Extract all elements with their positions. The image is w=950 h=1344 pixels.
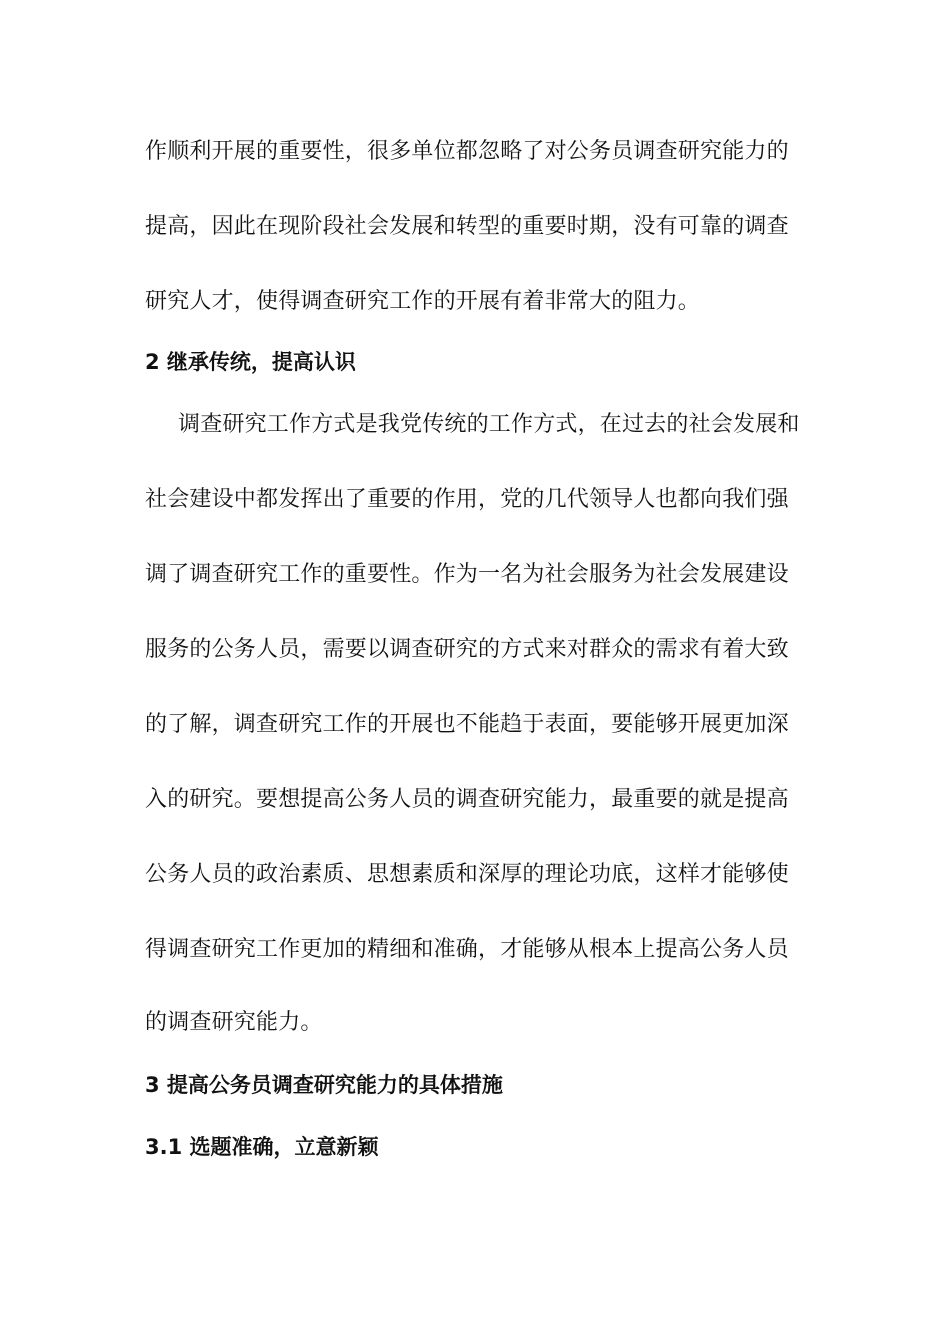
paragraph-2-line-4: 服务的公务人员，需要以调查研究的方式来对群众的需求有着大致 xyxy=(145,637,789,662)
paragraph-2-line-8: 得调查研究工作更加的精细和准确，才能够从根本上提高公务人员 xyxy=(145,937,789,962)
paragraph-2-line-5: 的了解，调查研究工作的开展也不能趋于表面，要能够开展更加深 xyxy=(145,712,789,737)
paragraph-2-line-3: 调了调查研究工作的重要性。作为一名为社会服务为社会发展建设 xyxy=(145,562,789,587)
paragraph-2-line-1: 调查研究工作方式是我党传统的工作方式，在过去的社会发展和 xyxy=(178,412,800,437)
paragraph-1-line-2: 提高，因此在现阶段社会发展和转型的重要时期，没有可靠的调查 xyxy=(145,214,789,239)
section-heading-3: 3 提高公务员调查研究能力的具体措施 xyxy=(145,1073,503,1097)
paragraph-1-line-3: 研究人才，使得调查研究工作的开展有着非常大的阻力。 xyxy=(145,289,701,314)
paragraph-2-line-6: 入的研究。要想提高公务人员的调查研究能力，最重要的就是提高 xyxy=(145,787,789,812)
paragraph-2-line-2: 社会建设中都发挥出了重要的作用，党的几代领导人也都向我们强 xyxy=(145,487,789,512)
subsection-heading-3-1: 3.1 选题准确，立意新颖 xyxy=(145,1135,379,1159)
paragraph-1-line-1: 作顺利开展的重要性，很多单位都忽略了对公务员调查研究能力的 xyxy=(145,139,789,164)
paragraph-2-line-9: 的调查研究能力。 xyxy=(145,1010,323,1035)
section-heading-2: 2 继承传统，提高认识 xyxy=(145,350,356,374)
paragraph-2-line-7: 公务人员的政治素质、思想素质和深厚的理论功底，这样才能够使 xyxy=(145,862,789,887)
